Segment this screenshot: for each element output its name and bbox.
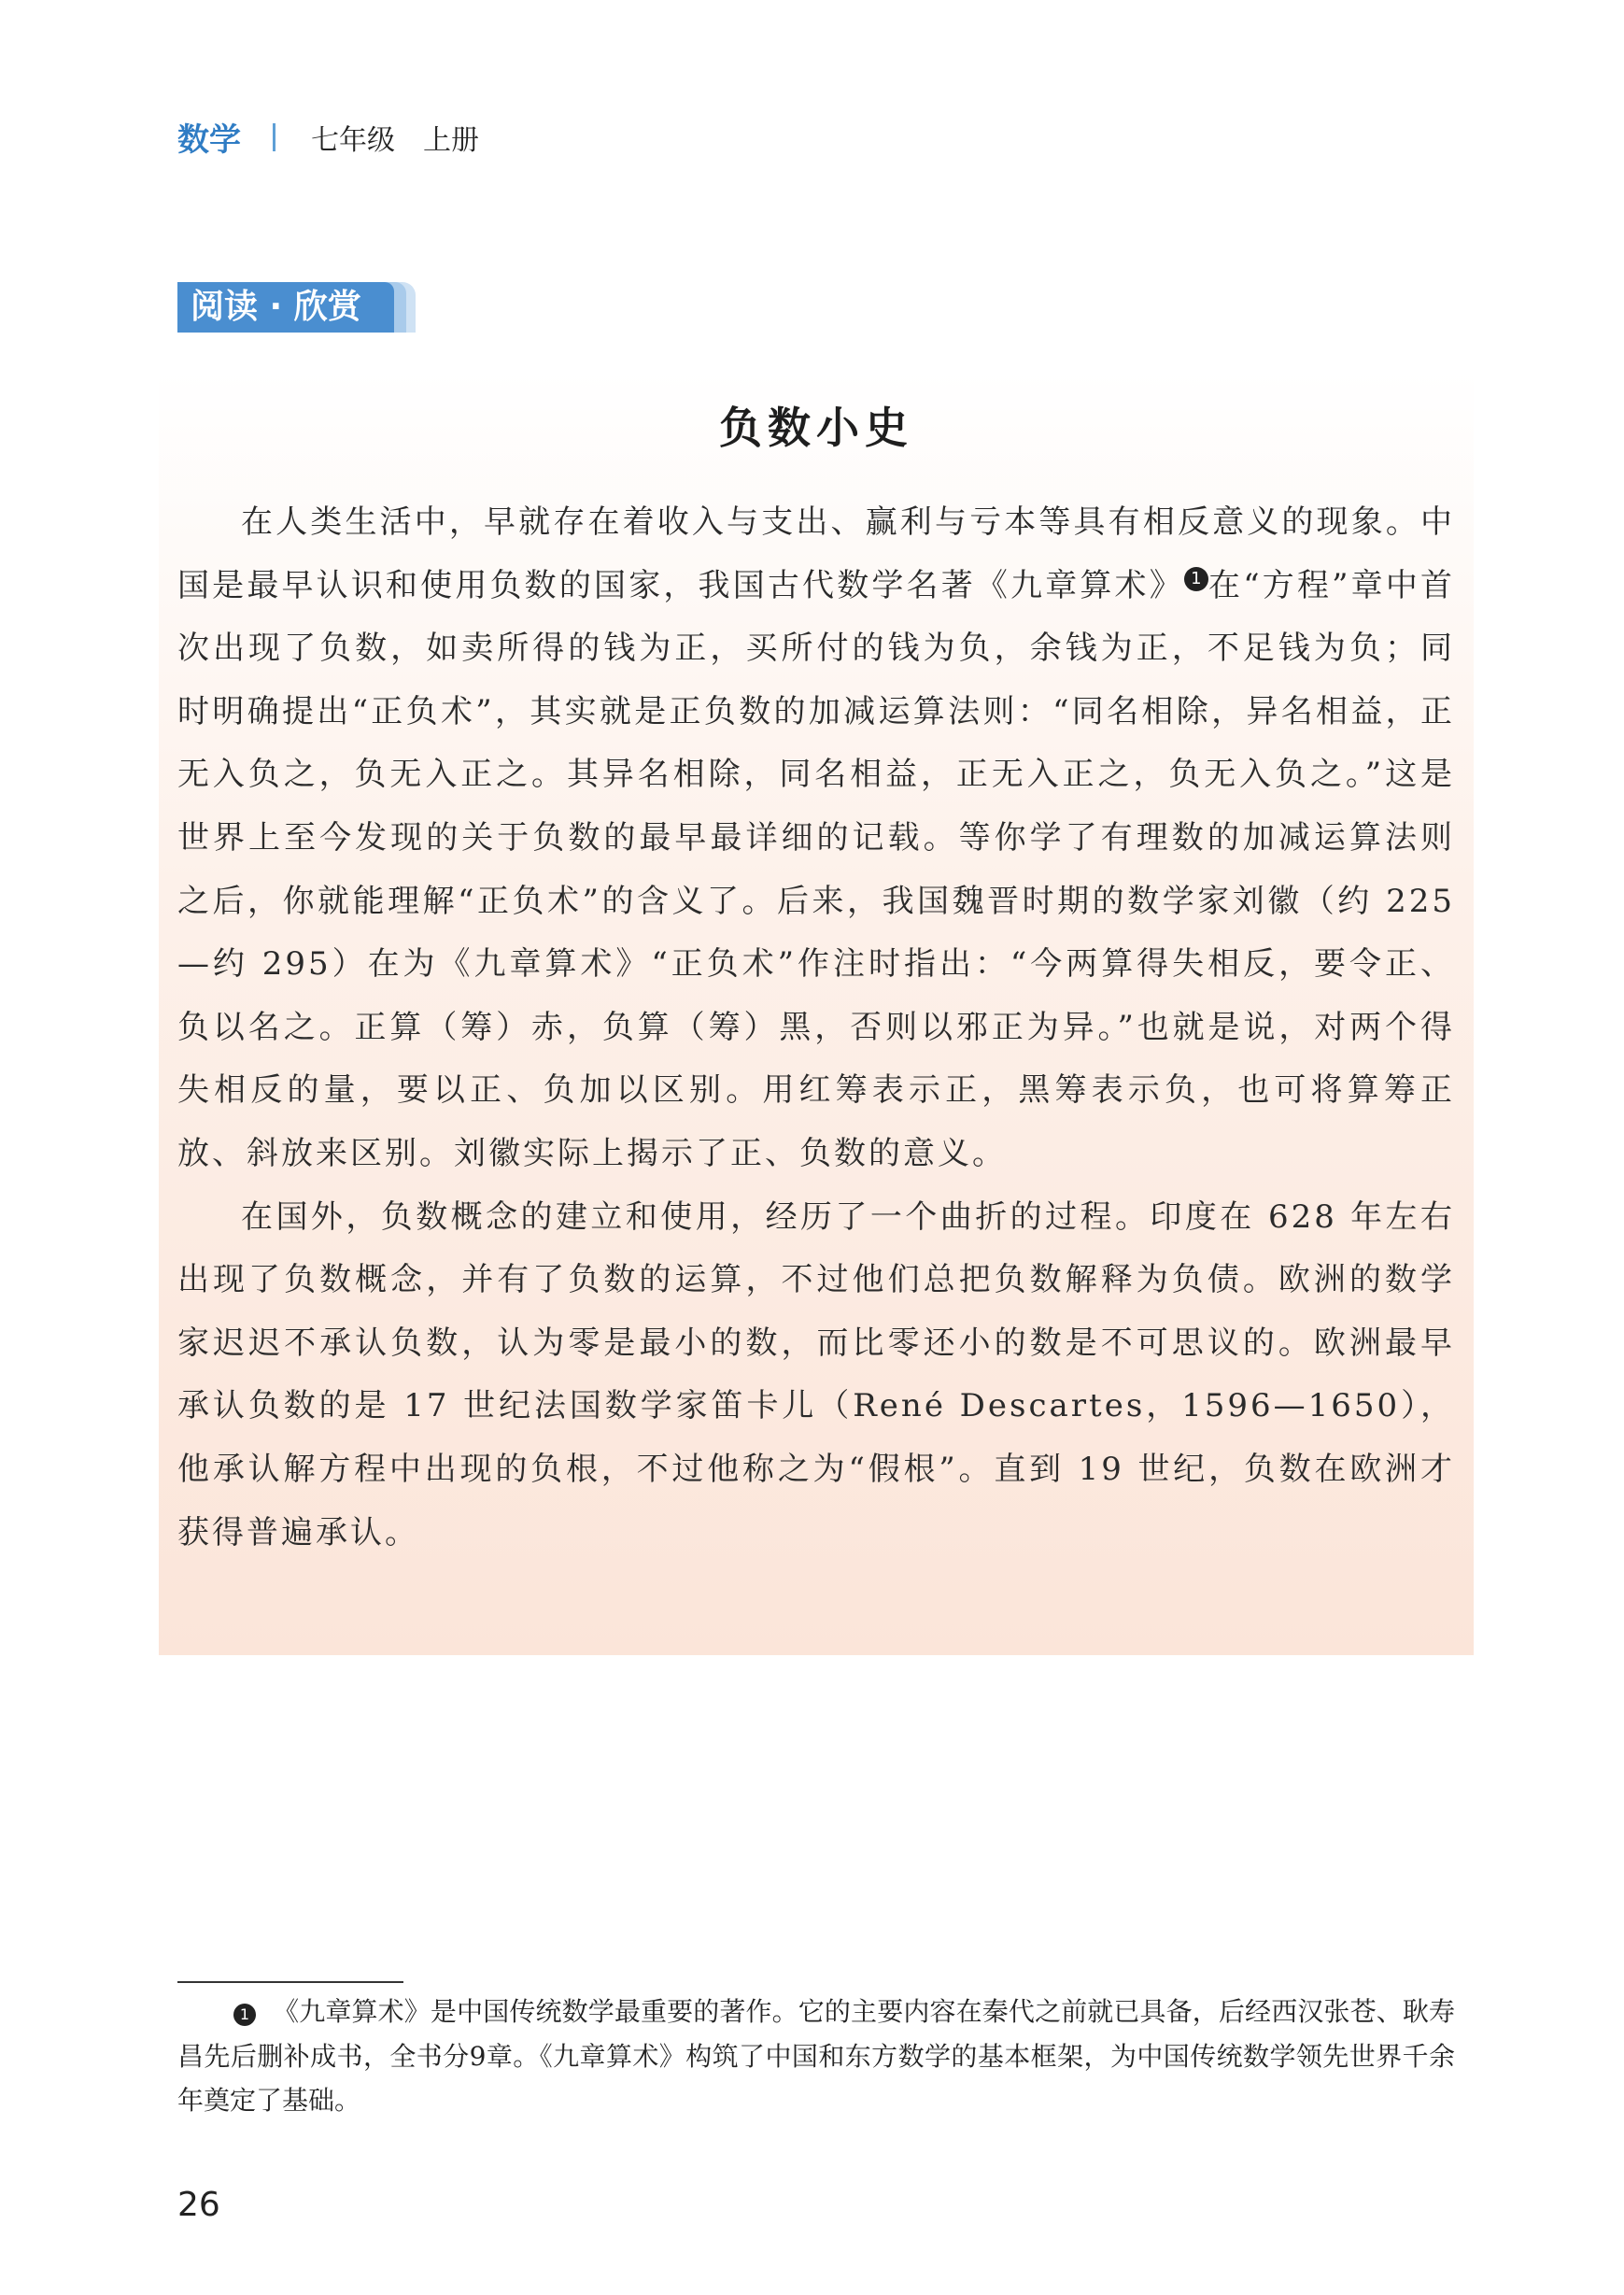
paragraph-2: 在国外，负数概念的建立和使用，经历了一个曲折的过程。印度在 628 年左右出现了负数概念，并有了负数的运算，不过他们总把负数解释为负债。欧洲的数学家迟迟不承认负数，认为零是最小的数，而比零还小的数是不可思议的。欧洲最早承认负数的是 17 世纪法国数学家笛卡儿（René Descartes，1596—1650），他承认解方程中出现的负根，不过他称之为“假根”。直到 19 世纪，负数在欧洲才获得普遍承认。 [177,1197,1455,1551]
section-tag-label: 阅读 · 欣赏 [177,282,394,333]
grade-label: 七年级 上册 [311,123,479,157]
running-header [177,114,479,160]
footnote-rule [177,1981,403,1983]
footnote-text: 《九章算术》是中国传统数学最重要的著作。它的主要内容在秦代之前就已具备，后经西汉张苍、耿寿昌先后删补成书，全书分9章。《九章算术》构筑了中国和东方数学的基本框架，为中国传统数学领先世界千余年奠定了基础。 [177,1996,1455,2117]
paragraph-1-part-b: 在“方程”章中首次出现了负数，如卖所得的钱为正，买所付的钱为负，余钱为正，不足钱为负；同时明确提出“正负术”，其实就是正负数的加减运算法则：“同名相除，异名相益，正无入负之，负无入正之。其异名相除，同名相益，正无入正之，负无入负之。”这是世界上至今发现的关于负数的最早最详细的记载。等你学了有理数的加减运算法则之后，你就能理解“正负术”的含义了。后来，我国魏晋时期的数学家刘徽（约 225—约 295）在为《九章算术》“正负术”作注时指出：“今两算得失相反，要令正、负以名之。正算（筹）赤，负算（筹）黑，否则以邪正为异。”也就是说，对两个得失相反的量，要以正、负加以区别。用红筹表示正，黑筹表示负，也可将算筹正放、斜放来区别。刘徽实际上揭示了正、负数的意义。 [177,566,1456,1172]
article-body [177,491,1455,1565]
footnote [177,1990,1455,2123]
footnote-reference-marker: 1 [1184,567,1208,591]
footnote-marker: 1 [233,2004,256,2026]
article-title: 负数小史 [719,403,913,453]
subject-label: 数学 [177,121,241,159]
page-number: 26 [177,2186,220,2224]
paragraph-1-part-a: 在人类生活中，早就存在着收入与支出、赢利与亏本等具有相反意义的现象。中国是最早认识和使用负数的国家，我国古代数学名著《九章算术》 [177,503,1455,604]
paragraph-1 [177,491,1455,1186]
header-divider [273,123,275,151]
